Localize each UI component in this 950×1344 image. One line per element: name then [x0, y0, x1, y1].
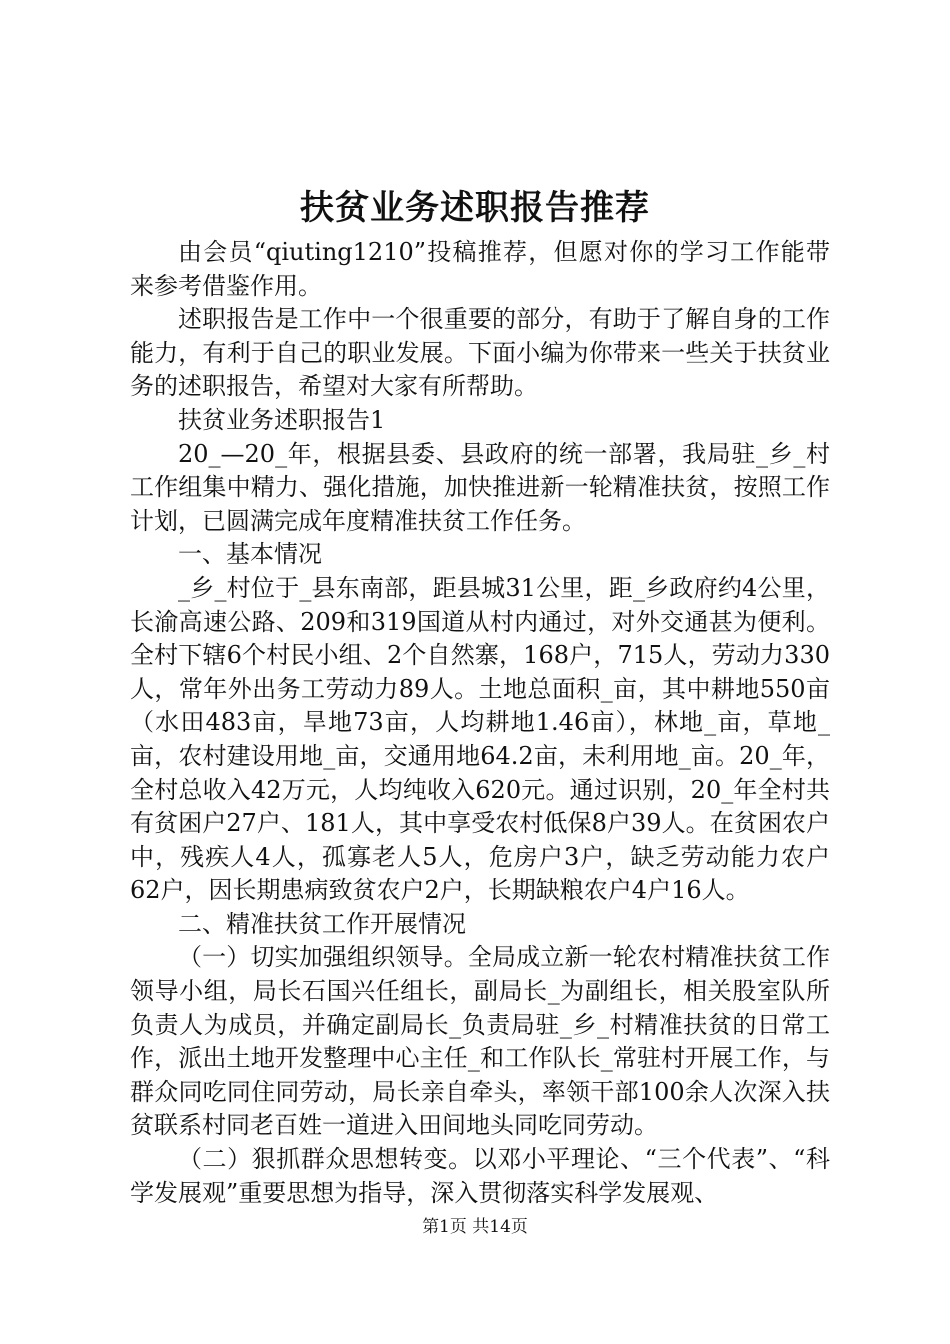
section-heading-basic: 一、基本情况 [178, 540, 322, 569]
page-footer: 第1页 共14页 [422, 1217, 528, 1237]
document-body [130, 236, 830, 1210]
paragraph-basic-info: _乡_村位于_县东南部，距县城31公里，距_乡政府约4公里，长渝高速公路、209和319国道从村内通过，对外交通甚为便利。全村下辖6个村民小组、2个自然寨，168户，715人，劳动力330人，常年外出务工劳动力89人。土地总面积_亩，其中耕地550亩（水田483亩，旱地73亩，人均耕地1.46亩），林地_亩，草地_亩，农村建设用地_亩，交通用地64.2亩，未利用地_亩。20_年，全村总收入42万元，人均纯收入620元。通过识别，20_年全村共有贫困户27户、181人，其中享受农村低保8户39人。在贫困农户中，残疾人4人，孤寡老人5人，危房户3户，缺乏劳动能力农户62户，因长期患病致贫农户2户，长期缺粮农户4户16人。 [130, 573, 830, 905]
paragraph-preface: 述职报告是工作中一个很重要的部分，有助于了解自身的工作能力，有利于自己的职业发展。下面小编为你带来一些关于扶贫业务的述职报告，希望对大家有所帮助。 [130, 305, 830, 401]
paragraph-summary: 20_—20_年，根据县委、县政府的统一部署，我局驻_乡_村工作组集中精力、强化措施，加快推进新一轮精准扶贫，按照工作计划，已圆满完成年度精准扶贫工作任务。 [130, 439, 830, 535]
report-heading: 扶贫业务述职报告1 [178, 405, 386, 434]
paragraph-thinking: （二）狠抓群众思想转变。以邓小平理论、“三个代表”、“科学发展观”重要思想为指导，深入贯彻落实科学发展观、 [130, 1145, 830, 1207]
document-title: 扶贫业务述职报告推荐 [300, 188, 650, 228]
paragraph-intro: 由会员“qiuting1210”投稿推荐，但愿对你的学习工作能带来参考借鉴作用。 [130, 238, 830, 300]
paragraph-leadership: （一）切实加强组织领导。全局成立新一轮农村精准扶贫工作领导小组，局长石国兴任组长，副局长_为副组长，相关股室队所负责人为成员，并确定副局长_负责局驻_乡_村精准扶贫的日常工作，派出土地开发整理中心主任_和工作队长_常驻村开展工作，与群众同吃同住同劳动，局长亲自牵头，率领干部100余人次深入扶贫联系村同老百姓一道进入田间地头同吃同劳动。 [130, 943, 830, 1140]
section-heading-work: 二、精准扶贫工作开展情况 [178, 909, 466, 938]
